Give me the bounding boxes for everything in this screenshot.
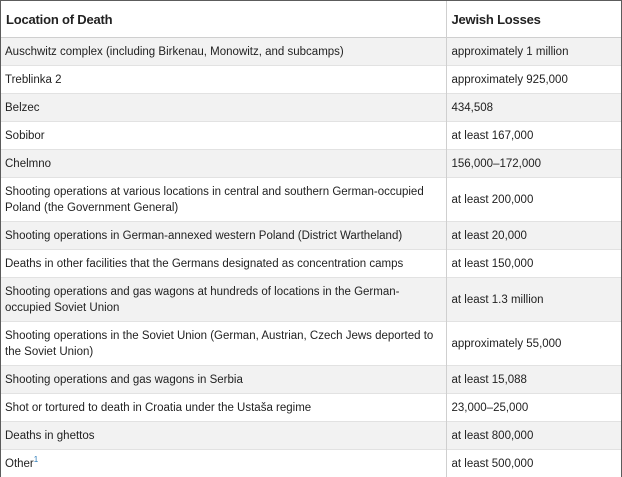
- location-cell: Shooting operations in the Soviet Union (German, Austrian, Czech Jews deported to the Soviet Union): [1, 322, 446, 366]
- location-cell: Shooting operations and gas wagons in Serbia: [1, 366, 446, 394]
- losses-cell: approximately 925,000: [446, 66, 621, 94]
- losses-cell: 434,508: [446, 94, 621, 122]
- losses-table: [1, 1, 621, 477]
- table-row: [1, 394, 621, 422]
- losses-cell: at least 1.3 million: [446, 278, 621, 322]
- losses-cell: at least 200,000: [446, 178, 621, 222]
- location-cell: Deaths in ghettos: [1, 422, 446, 450]
- table-header-row: [1, 1, 621, 38]
- losses-cell: at least 20,000: [446, 222, 621, 250]
- table-row: [1, 122, 621, 150]
- losses-cell: 23,000–25,000: [446, 394, 621, 422]
- header-jewish-losses: Jewish Losses: [446, 1, 621, 38]
- table-row: [1, 278, 621, 322]
- table-row: [1, 422, 621, 450]
- table-row: [1, 94, 621, 122]
- location-cell: Shot or tortured to death in Croatia under the Ustaša regime: [1, 394, 446, 422]
- location-text: Other: [5, 457, 34, 470]
- losses-cell: approximately 1 million: [446, 38, 621, 66]
- location-cell: Sobibor: [1, 122, 446, 150]
- location-cell: Shooting operations at various locations in central and southern German-occupied Poland (the Government General): [1, 178, 446, 222]
- location-cell: Chelmno: [1, 150, 446, 178]
- location-cell: Auschwitz complex (including Birkenau, Monowitz, and subcamps): [1, 38, 446, 66]
- losses-cell: at least 150,000: [446, 250, 621, 278]
- location-cell: Treblinka 2: [1, 66, 446, 94]
- table-row: [1, 66, 621, 94]
- table-row: [1, 222, 621, 250]
- location-cell: Shooting operations and gas wagons at hundreds of locations in the German-occupied Soviet Union: [1, 278, 446, 322]
- losses-cell: at least 800,000: [446, 422, 621, 450]
- location-cell: Shooting operations in German-annexed western Poland (District Wartheland): [1, 222, 446, 250]
- location-cell: [1, 450, 446, 477]
- footnote-link[interactable]: 1: [33, 454, 39, 464]
- location-cell: Deaths in other facilities that the Germans designated as concentration camps: [1, 250, 446, 278]
- table-row: [1, 366, 621, 394]
- losses-cell: at least 167,000: [446, 122, 621, 150]
- location-cell: Belzec: [1, 94, 446, 122]
- losses-cell: 156,000–172,000: [446, 150, 621, 178]
- table-row: [1, 250, 621, 278]
- losses-cell: approximately 55,000: [446, 322, 621, 366]
- table-row: [1, 38, 621, 66]
- losses-cell: at least 15,088: [446, 366, 621, 394]
- table-row: [1, 450, 621, 477]
- losses-cell: at least 500,000: [446, 450, 621, 477]
- table-row: [1, 150, 621, 178]
- table-row: [1, 322, 621, 366]
- header-location-of-death: Location of Death: [1, 1, 446, 38]
- table-row: [1, 178, 621, 222]
